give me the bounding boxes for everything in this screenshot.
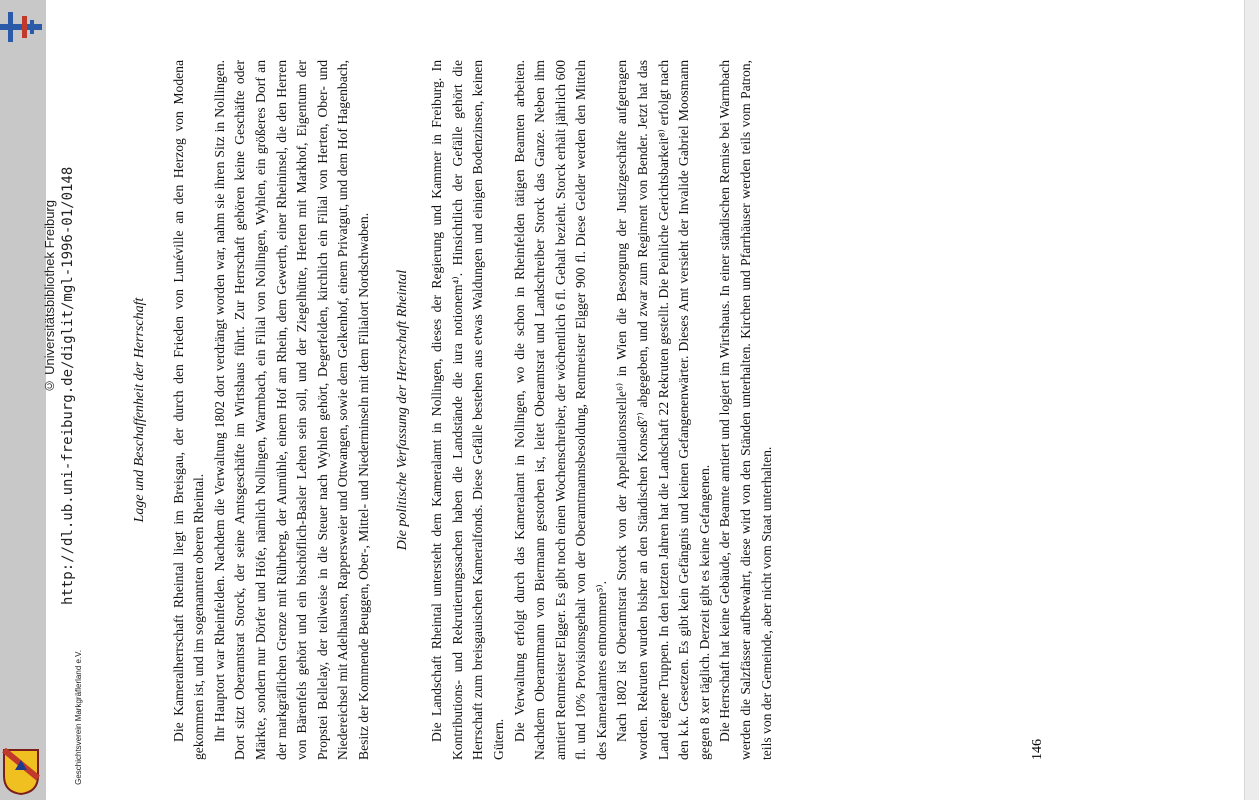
scanned-page [42, 0, 1245, 800]
digitization-url[interactable]: http://dl.ub.uni-freiburg.de/diglit/mgl-1996-01/0148 [60, 166, 76, 605]
running-head: Lage und Beschaffenheit der Herrschaft [132, 297, 147, 523]
paragraph: Die Kameralherrschaft Rheintal liegt im Breisgau, der durch den Frieden von Lunéville an den Herzog von Modena gekommen ist, und im sogenannten oberen Rheintal. [170, 60, 207, 760]
university-logo-icon [0, 6, 42, 48]
paragraph: Die Landschaft Rheintal untersteht dem Kameralamt in Nollingen, dieses der Regierung und Kammer in Freiburg. In Kontributions- und Rekrutierungssachen haben die Landstände die iura notionem⁴⁾. Hinsichtlich der Gefälle gehört die Herrschaft zum breisgauischen Kameralfonds. Diese Gefälle bestehen aus etwas Waldungen und einigen Bodenzinsen, keinen Gütern. [429, 60, 506, 760]
publisher-label: Geschichtsverein Markgräflerland e.V. [74, 650, 83, 785]
rotated-page-wrapper [40, 0, 1060, 800]
page-number: 146 [1030, 739, 1045, 760]
section-title: Die politische Verfassung der Herrschaft Rheintal [394, 269, 410, 551]
paragraph: Ihr Hauptort war Rheinfelden. Nachdem die Verwaltung 1802 dort verdrängt worden war, nahm sie ihren Sitz in Nollingen. Dort sitzt Oberamtsrat Storck, der seine Amtsgeschäfte im Wirtshaus führt. Zur Herrschaft gehören keine Geschäfte oder Märkte, sondern nur Dörfer und Höfe, nämlich Nollingen, Warmbach, ein Filial von Nollingen, Wyhlen, ein größeres Dorf an der markgräflichen Grenze mit Rührberg, der Aumühle, einem Hof am Rhein, dem Gewerth, einer Rheininsel, die den Herren von Bärenfels gehört und ein bischöflich-Basler Lehen sein soll, und der Ziegelhütte, Herten mit Markhof, Eigentum der Propstei Bellelay, der teilweise in die Steuer nach Wyhlen gehört, Degerfelden, kirchlich ein Filial von Herten, Ober- und Niedereichsel mit Adelhausen, Rappersweier und Ottwangen, sowie dem Gelkenhof, einem Privatgut, und dem Hof Hagenbach, Besitz der Kommende Beuggen, Ober-, Mittel- und Niederminseln mit dem Filialort Nordschwaben. [211, 60, 371, 760]
right-scrollbar[interactable] [1244, 0, 1259, 800]
page-text [130, 60, 777, 760]
paragraph: Die Verwaltung erfolgt durch das Kameralamt in Nollingen, wo die schon in Rheinfelden tätigen Beamten arbeiten. Nachdem Oberamtmann von Biermann gestorben ist, leitet Oberamtsrat und Landschreiber Storck das Ganze. Neben ihm amtiert Rentmeister Elgger. Es gibt noch einen Wochenschreiber, der wöchentlich 6 fl. Gehalt bezieht. Storck erhält jährlich 600 fl. und 10% Provisionsgehalt von der Oberamtmannsbesoldung, Rentmeister Elgger 900 fl. Diese Gelder werden den Mitteln des Kameralamtes entnommen⁵⁾. [511, 60, 609, 760]
coat-of-arms-icon [2, 748, 40, 796]
paragraph: Nach 1802 ist Oberamtsrat Storck von der Appellationsstelle⁶⁾ in Wien die Besorgung der Justizgeschäfte aufgetragen worden. Rekruten wurden bisher an den Ständischen Konseß⁷⁾ abgegeben, und zwar zum Regiment von Bender. Jetzt hat das Land eigene Truppen. In den letzten Jahren hat die Landschaft 22 Rekruten gestellt. Die Peinliche Gerichtsbarkeit⁸⁾ erfolgt nach den k.k. Gesetzen. Es gibt kein Gefängnis und keinen Gefangenenwärter. Dieses Amt versieht der Invalide Gabriel Moosmann gegen 8 xer täglich. Derzeit gibt es keine Gefangenen. [614, 60, 712, 760]
copyright-notice: © Universitätsbibliothek Freiburg [42, 200, 57, 394]
page-content-area [40, 0, 1060, 800]
paragraph: Die Herrschaft hat keine Gebäude, der Beamte amtiert und logiert im Wirtshaus. In einer ständischen Remise bei Warmbach werden die Salzfässer aufbewahrt, diese wird von den Ständen unterhalten. Kirchen und Pfarrhäuser werden teils vom Patron, teils von der Gemeinde, aber nicht vom Staat unterhalten. [717, 60, 774, 760]
